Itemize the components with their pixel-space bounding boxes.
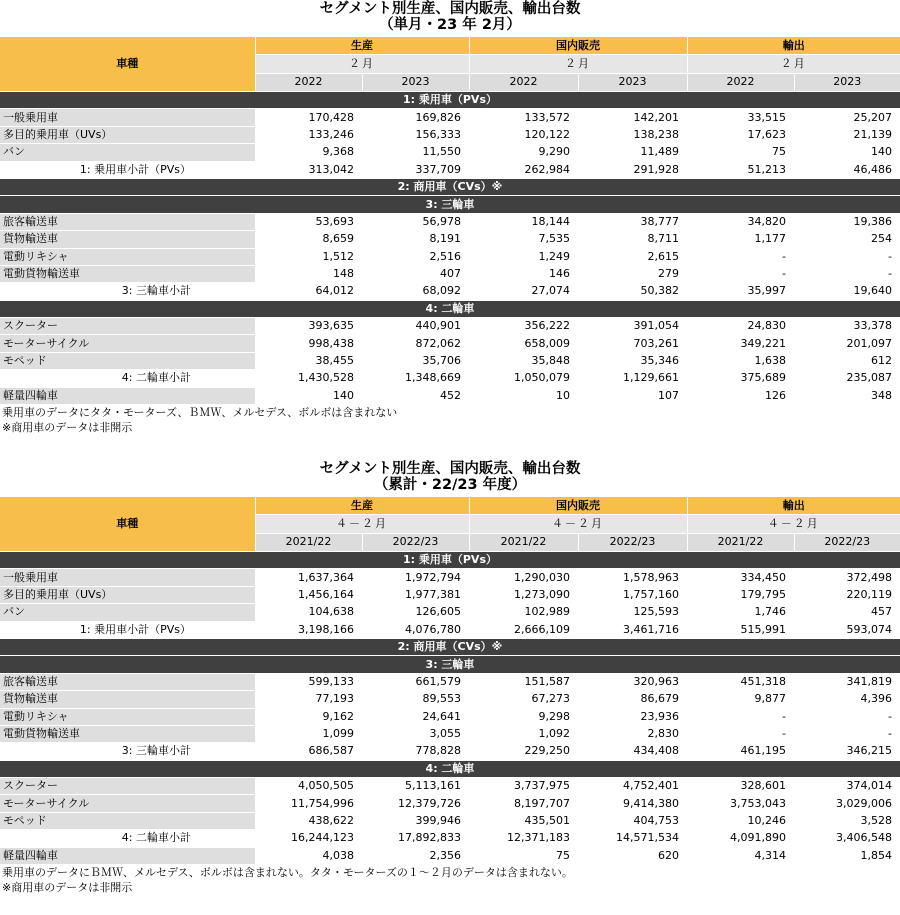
header-row-groups <box>0 497 900 515</box>
table-row <box>0 318 900 335</box>
cell-value: 9,290 <box>469 144 578 161</box>
table-section-cumulative <box>0 460 900 895</box>
cell-value: 151,587 <box>469 673 578 690</box>
segment-title: 4: 二輪車 <box>0 760 900 777</box>
year-header: 2021/22 <box>469 533 578 551</box>
cell-value: 440,901 <box>362 318 469 335</box>
cell-value: 5,113,161 <box>362 778 469 795</box>
cell-value: 2,830 <box>578 725 687 742</box>
cell-value: 33,515 <box>687 109 794 126</box>
group-header: 輸出 <box>687 497 900 515</box>
table-subtitle: （単月・23 年 2月） <box>379 17 521 33</box>
year-header: 2023 <box>794 73 900 91</box>
cell-value: 1,177 <box>687 231 794 248</box>
cell-value: 658,009 <box>469 335 578 352</box>
header-row-groups <box>0 37 900 55</box>
cell-value: 4,050,505 <box>255 778 362 795</box>
subtotal-value: 17,892,833 <box>362 830 469 847</box>
cell-value: 348 <box>794 387 900 404</box>
subtotal-value: 19,640 <box>794 283 900 300</box>
year-header: 2022/23 <box>794 533 900 551</box>
segment-title: 3: 三輪車 <box>0 656 900 673</box>
year-header: 2022/23 <box>362 533 469 551</box>
subtotal-value: 64,012 <box>255 283 362 300</box>
segment-header-row <box>0 760 900 777</box>
group-header: 国内販売 <box>469 497 687 515</box>
subtotal-value: 686,587 <box>255 743 362 760</box>
row-label: 貨物輸送車 <box>0 231 255 248</box>
cell-value: 102,989 <box>469 604 578 621</box>
table-row <box>0 725 900 742</box>
subtotal-value: 1,050,079 <box>469 370 578 387</box>
subtotal-label: 1: 乗用車小計（PVs） <box>0 161 255 178</box>
cell-value: 341,819 <box>794 673 900 690</box>
cell-value: 120,122 <box>469 126 578 143</box>
cell-value: 7,535 <box>469 231 578 248</box>
subtotal-value: 46,486 <box>794 161 900 178</box>
cell-value: 9,414,380 <box>578 795 687 812</box>
cell-value: 356,222 <box>469 318 578 335</box>
subtotal-value: 3,461,716 <box>578 621 687 638</box>
cell-value: 1,972,794 <box>362 569 469 586</box>
vehicle-type-header: 車種 <box>0 37 255 92</box>
cell-value: 77,193 <box>255 691 362 708</box>
subtotal-value: 229,250 <box>469 743 578 760</box>
cell-value: 1,757,160 <box>578 586 687 603</box>
cell-value: 2,356 <box>362 847 469 864</box>
row-label: 貨物輸送車 <box>0 691 255 708</box>
table-row <box>0 673 900 690</box>
cell-value: 1,099 <box>255 725 362 742</box>
cell-value: 24,830 <box>687 318 794 335</box>
cell-value: 279 <box>578 265 687 282</box>
subtotal-value: 1,348,669 <box>362 370 469 387</box>
cell-value: 3,528 <box>794 812 900 829</box>
subtotal-row <box>0 830 900 847</box>
cell-value: 18,144 <box>469 213 578 230</box>
subtotal-value: 337,709 <box>362 161 469 178</box>
cell-value: 201,097 <box>794 335 900 352</box>
table-row <box>0 569 900 586</box>
cell-value: 33,378 <box>794 318 900 335</box>
cell-value: 3,753,043 <box>687 795 794 812</box>
segment-header-row <box>0 300 900 317</box>
period-header: ４－２月 <box>687 515 900 533</box>
cell-value: 404,753 <box>578 812 687 829</box>
cell-value: 133,246 <box>255 126 362 143</box>
row-label: 軽量四輪車 <box>0 847 255 864</box>
cell-value: 328,601 <box>687 778 794 795</box>
cell-value: 1,249 <box>469 248 578 265</box>
subtotal-value: 461,195 <box>687 743 794 760</box>
cell-value: - <box>687 265 794 282</box>
cell-value: - <box>794 708 900 725</box>
table-row <box>0 812 900 829</box>
cell-value: 9,298 <box>469 708 578 725</box>
table-row <box>0 708 900 725</box>
table-row <box>0 352 900 369</box>
cell-value: 599,133 <box>255 673 362 690</box>
subtotal-label: 4: 二輪車小計 <box>0 370 255 387</box>
row-label: 多目的乗用車（UVs） <box>0 126 255 143</box>
cell-value: 1,273,090 <box>469 586 578 603</box>
cell-value: 3,737,975 <box>469 778 578 795</box>
cell-value: 34,820 <box>687 213 794 230</box>
segment-title: 1: 乗用車（PVs） <box>0 92 900 109</box>
group-header: 国内販売 <box>469 37 687 55</box>
cell-value: 1,512 <box>255 248 362 265</box>
table-row <box>0 778 900 795</box>
cell-value: 4,314 <box>687 847 794 864</box>
table-row <box>0 126 900 143</box>
table-row <box>0 144 900 161</box>
cell-value: 53,693 <box>255 213 362 230</box>
cell-value: 8,197,707 <box>469 795 578 812</box>
cell-value: 4,038 <box>255 847 362 864</box>
year-header: 2022 <box>469 73 578 91</box>
row-label: 電動貨物輸送車 <box>0 265 255 282</box>
cell-value: 1,637,364 <box>255 569 362 586</box>
cell-value: 4,396 <box>794 691 900 708</box>
cell-value: 2,615 <box>578 248 687 265</box>
cell-value: 25,207 <box>794 109 900 126</box>
subtotal-value: 235,087 <box>794 370 900 387</box>
table-row <box>0 586 900 603</box>
cell-value: 56,978 <box>362 213 469 230</box>
row-label: バン <box>0 144 255 161</box>
segment-title: 2: 商用車（CVs）※ <box>0 178 900 195</box>
cell-value: 451,318 <box>687 673 794 690</box>
subtotal-row <box>0 370 900 387</box>
cell-value: 67,273 <box>469 691 578 708</box>
cell-value: 17,623 <box>687 126 794 143</box>
cell-value: 170,428 <box>255 109 362 126</box>
cell-value: - <box>687 248 794 265</box>
cell-value: 12,379,726 <box>362 795 469 812</box>
subtotal-label: 3: 三輪車小計 <box>0 743 255 760</box>
cell-value: 998,438 <box>255 335 362 352</box>
cell-value: 9,368 <box>255 144 362 161</box>
group-header: 輸出 <box>687 37 900 55</box>
period-header: ４－２月 <box>469 515 687 533</box>
footnote: ※商用車のデータは非開示 <box>2 881 133 895</box>
cell-value: 89,553 <box>362 691 469 708</box>
subtotal-value: 778,828 <box>362 743 469 760</box>
row-label: モーターサイクル <box>0 795 255 812</box>
cell-value: 3,055 <box>362 725 469 742</box>
subtotal-value: 1,430,528 <box>255 370 362 387</box>
cell-value: 620 <box>578 847 687 864</box>
cell-value: 1,092 <box>469 725 578 742</box>
cell-value: 8,659 <box>255 231 362 248</box>
subtotal-value: 50,382 <box>578 283 687 300</box>
segment-header-row <box>0 552 900 569</box>
subtotal-label: 4: 二輪車小計 <box>0 830 255 847</box>
year-header: 2022 <box>255 73 362 91</box>
period-header: ２月 <box>469 55 687 73</box>
table-section-monthly <box>0 0 900 435</box>
cell-value: 23,936 <box>578 708 687 725</box>
table-title: セグメント別生産、国内販売、輸出台数 <box>319 461 581 477</box>
table-title: セグメント別生産、国内販売、輸出台数 <box>319 1 581 17</box>
cell-value: 107 <box>578 387 687 404</box>
subtotal-row <box>0 283 900 300</box>
cell-value: 1,578,963 <box>578 569 687 586</box>
subtotal-value: 291,928 <box>578 161 687 178</box>
cell-value: 75 <box>687 144 794 161</box>
row-label: スクーター <box>0 778 255 795</box>
cell-value: - <box>687 725 794 742</box>
data-table <box>0 37 900 405</box>
table-row <box>0 335 900 352</box>
cell-value: 126,605 <box>362 604 469 621</box>
table-row <box>0 248 900 265</box>
subtotal-label: 1: 乗用車小計（PVs） <box>0 621 255 638</box>
subtotal-value: 262,984 <box>469 161 578 178</box>
period-header: ２月 <box>687 55 900 73</box>
cell-value: 138,238 <box>578 126 687 143</box>
year-header: 2022 <box>687 73 794 91</box>
row-label: 旅客輸送車 <box>0 213 255 230</box>
subtotal-value: 346,215 <box>794 743 900 760</box>
cell-value: 104,638 <box>255 604 362 621</box>
subtotal-value: 35,997 <box>687 283 794 300</box>
cell-value: 320,963 <box>578 673 687 690</box>
footnote: 乗用車のデータにタタ・モーターズ、ＢＭＷ、メルセデス、ボルボは含まれない <box>2 406 398 420</box>
cell-value: 8,711 <box>578 231 687 248</box>
cell-value: 2,516 <box>362 248 469 265</box>
cell-value: 19,386 <box>794 213 900 230</box>
segment-title: 2: 商用車（CVs）※ <box>0 638 900 655</box>
cell-value: 372,498 <box>794 569 900 586</box>
cell-value: 220,119 <box>794 586 900 603</box>
subtotal-value: 2,666,109 <box>469 621 578 638</box>
cell-value: 35,848 <box>469 352 578 369</box>
subtotal-value: 3,406,548 <box>794 830 900 847</box>
cell-value: 254 <box>794 231 900 248</box>
segment-title: 1: 乗用車（PVs） <box>0 552 900 569</box>
segment-header-row <box>0 656 900 673</box>
subtotal-value: 4,091,890 <box>687 830 794 847</box>
table-row <box>0 795 900 812</box>
subtotal-value: 12,371,183 <box>469 830 578 847</box>
subtotal-row <box>0 743 900 760</box>
subtotal-value: 4,076,780 <box>362 621 469 638</box>
year-header: 2023 <box>578 73 687 91</box>
cell-value: 11,754,996 <box>255 795 362 812</box>
period-header: ４－２月 <box>255 515 469 533</box>
row-label: 一般乗用車 <box>0 109 255 126</box>
cell-value: 872,062 <box>362 335 469 352</box>
segment-header-row <box>0 92 900 109</box>
cell-value: 35,706 <box>362 352 469 369</box>
table-row <box>0 387 900 404</box>
cell-value: 148 <box>255 265 362 282</box>
row-label: バン <box>0 604 255 621</box>
subtotal-value: 434,408 <box>578 743 687 760</box>
table-row <box>0 213 900 230</box>
segment-title: 3: 三輪車 <box>0 196 900 213</box>
cell-value: 9,162 <box>255 708 362 725</box>
row-label: 電動リキシャ <box>0 708 255 725</box>
cell-value: 156,333 <box>362 126 469 143</box>
cell-value: 140 <box>255 387 362 404</box>
row-label: モーターサイクル <box>0 335 255 352</box>
row-label: モペッド <box>0 812 255 829</box>
row-label: 一般乗用車 <box>0 569 255 586</box>
cell-value: 125,593 <box>578 604 687 621</box>
cell-value: 435,501 <box>469 812 578 829</box>
subtotal-value: 68,092 <box>362 283 469 300</box>
row-label: 電動リキシャ <box>0 248 255 265</box>
segment-title: 4: 二輪車 <box>0 300 900 317</box>
subtotal-value: 16,244,123 <box>255 830 362 847</box>
cell-value: 126 <box>687 387 794 404</box>
row-label: 軽量四輪車 <box>0 387 255 404</box>
footnote: 乗用車のデータにＢＭＷ、メルセデス、ボルボは含まれない。タタ・モーターズの１～２月のデータは含まれない。 <box>2 866 573 880</box>
cell-value: 10,246 <box>687 812 794 829</box>
subtotal-value: 3,198,166 <box>255 621 362 638</box>
cell-value: - <box>794 248 900 265</box>
table-row <box>0 109 900 126</box>
table-row <box>0 604 900 621</box>
year-header: 2021/22 <box>687 533 794 551</box>
cell-value: 452 <box>362 387 469 404</box>
cell-value: 38,455 <box>255 352 362 369</box>
subtotal-row <box>0 161 900 178</box>
cell-value: 1,977,381 <box>362 586 469 603</box>
cell-value: 24,641 <box>362 708 469 725</box>
cell-value: 399,946 <box>362 812 469 829</box>
cell-value: 457 <box>794 604 900 621</box>
footnote: ※商用車のデータは非開示 <box>2 421 133 435</box>
cell-value: 334,450 <box>687 569 794 586</box>
cell-value: 8,191 <box>362 231 469 248</box>
cell-value: 11,489 <box>578 144 687 161</box>
year-header: 2022/23 <box>578 533 687 551</box>
cell-value: 407 <box>362 265 469 282</box>
cell-value: 391,054 <box>578 318 687 335</box>
cell-value: 38,777 <box>578 213 687 230</box>
segment-header-row <box>0 178 900 195</box>
table-row <box>0 847 900 864</box>
cell-value: 612 <box>794 352 900 369</box>
row-label: 旅客輸送車 <box>0 673 255 690</box>
cell-value: 86,679 <box>578 691 687 708</box>
row-label: 多目的乗用車（UVs） <box>0 586 255 603</box>
cell-value: 169,826 <box>362 109 469 126</box>
cell-value: 374,014 <box>794 778 900 795</box>
row-label: スクーター <box>0 318 255 335</box>
cell-value: 9,877 <box>687 691 794 708</box>
cell-value: 146 <box>469 265 578 282</box>
cell-value: 10 <box>469 387 578 404</box>
subtotal-value: 27,074 <box>469 283 578 300</box>
table-subtitle: （累計・22/23 年度） <box>373 477 527 493</box>
table-row <box>0 231 900 248</box>
cell-value: 35,346 <box>578 352 687 369</box>
subtotal-value: 375,689 <box>687 370 794 387</box>
segment-header-row <box>0 638 900 655</box>
subtotal-row <box>0 621 900 638</box>
data-table <box>0 497 900 865</box>
table-row <box>0 691 900 708</box>
cell-value: - <box>794 265 900 282</box>
period-header: ２月 <box>255 55 469 73</box>
subtotal-value: 14,571,534 <box>578 830 687 847</box>
cell-value: 4,752,401 <box>578 778 687 795</box>
cell-value: 179,795 <box>687 586 794 603</box>
cell-value: - <box>794 725 900 742</box>
row-label: モペッド <box>0 352 255 369</box>
cell-value: 133,572 <box>469 109 578 126</box>
cell-value: 11,550 <box>362 144 469 161</box>
cell-value: 438,622 <box>255 812 362 829</box>
cell-value: 1,456,164 <box>255 586 362 603</box>
subtotal-value: 1,129,661 <box>578 370 687 387</box>
subtotal-value: 51,213 <box>687 161 794 178</box>
group-header: 生産 <box>255 497 469 515</box>
cell-value: 1,746 <box>687 604 794 621</box>
cell-value: 703,261 <box>578 335 687 352</box>
group-header: 生産 <box>255 37 469 55</box>
cell-value: 1,638 <box>687 352 794 369</box>
cell-value: 140 <box>794 144 900 161</box>
cell-value: 349,221 <box>687 335 794 352</box>
cell-value: 1,854 <box>794 847 900 864</box>
row-label: 電動貨物輸送車 <box>0 725 255 742</box>
cell-value: 393,635 <box>255 318 362 335</box>
vehicle-type-header: 車種 <box>0 497 255 552</box>
cell-value: 21,139 <box>794 126 900 143</box>
subtotal-value: 593,074 <box>794 621 900 638</box>
year-header: 2021/22 <box>255 533 362 551</box>
year-header: 2023 <box>362 73 469 91</box>
cell-value: 142,201 <box>578 109 687 126</box>
cell-value: 3,029,006 <box>794 795 900 812</box>
subtotal-label: 3: 三輪車小計 <box>0 283 255 300</box>
segment-header-row <box>0 196 900 213</box>
cell-value: 75 <box>469 847 578 864</box>
subtotal-value: 515,991 <box>687 621 794 638</box>
subtotal-value: 313,042 <box>255 161 362 178</box>
cell-value: 661,579 <box>362 673 469 690</box>
cell-value: - <box>687 708 794 725</box>
cell-value: 1,290,030 <box>469 569 578 586</box>
table-row <box>0 265 900 282</box>
